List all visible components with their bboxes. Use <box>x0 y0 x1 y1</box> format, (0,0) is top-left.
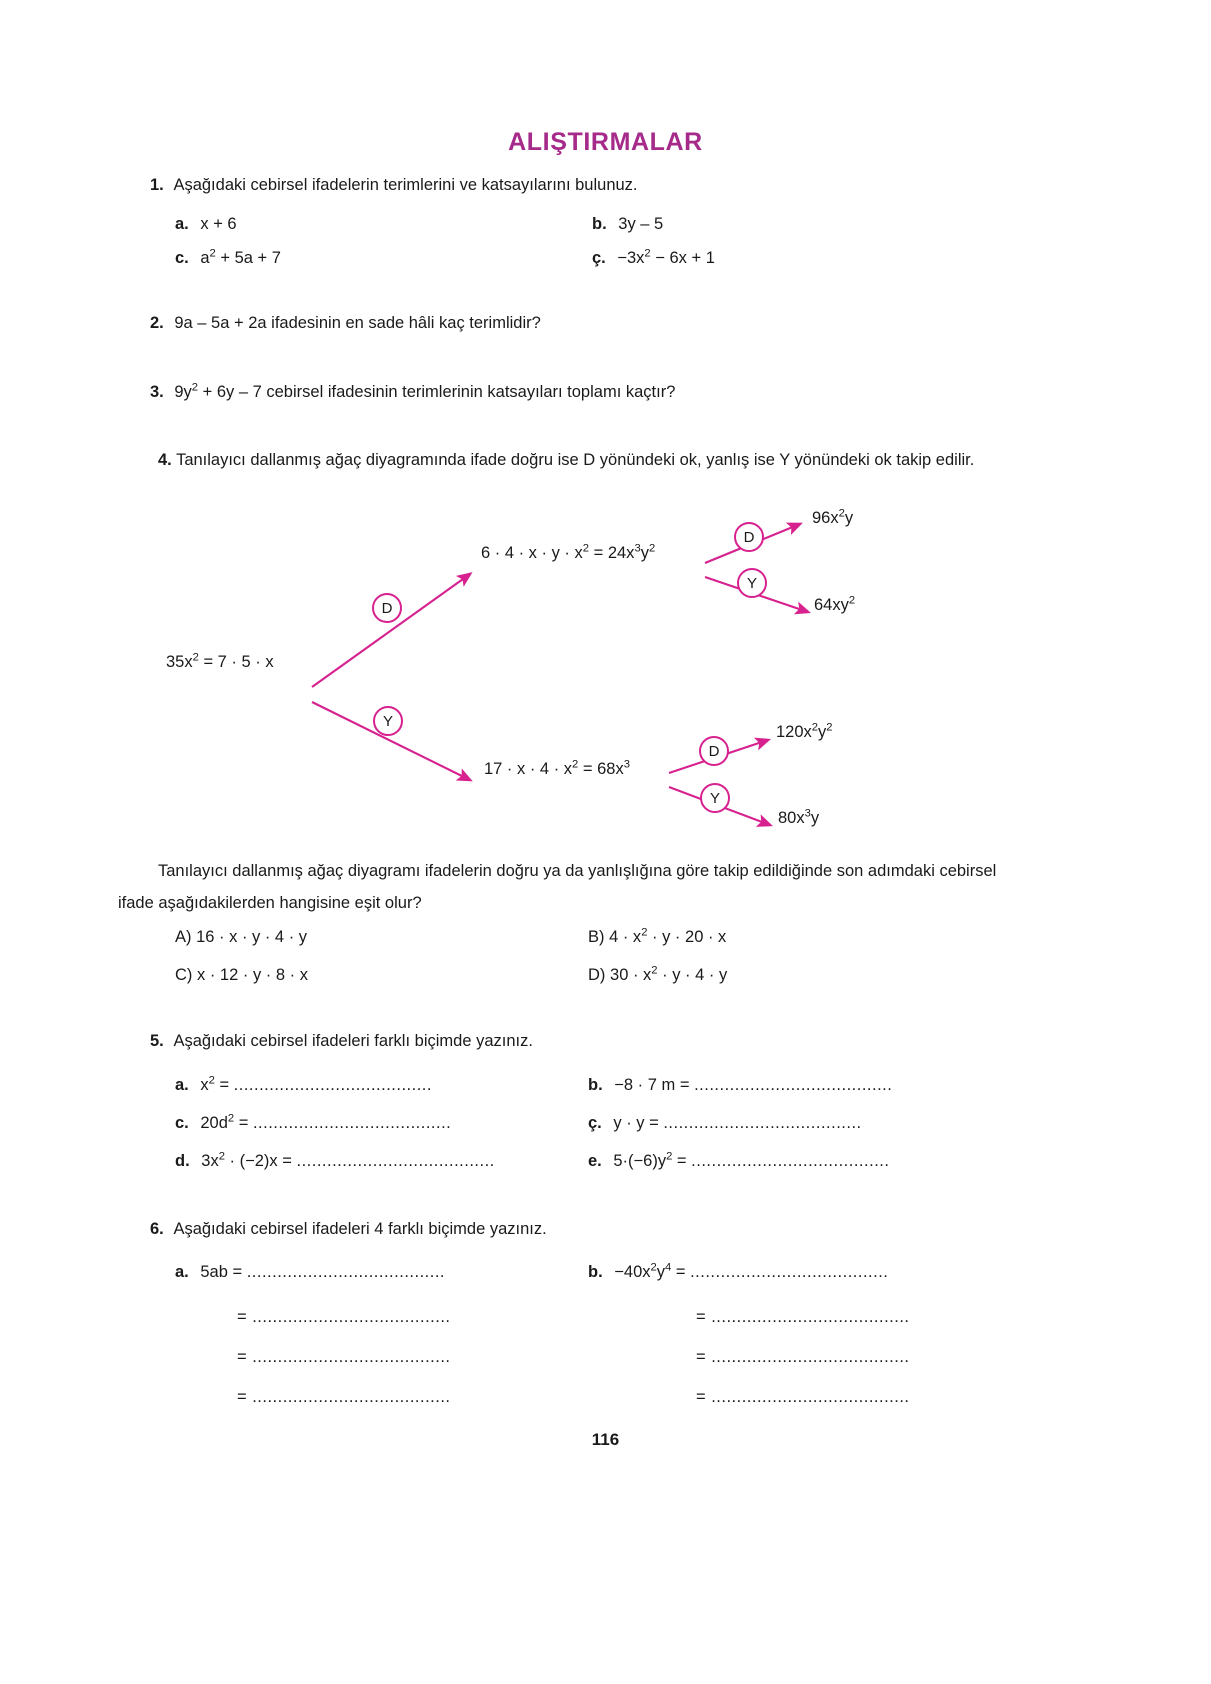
q6-item-a-label: a. <box>175 1263 189 1281</box>
q5-item-a-label: a. <box>175 1076 189 1094</box>
q4-option-d-expression: $30 \cdot x^2 \cdot y \cdot 4 \cdot y$ <box>610 964 728 984</box>
q6-b-blank-2: = ....................................... <box>696 1308 910 1326</box>
tree-level1-d-label: $6 \cdot 4 \cdot x \cdot y \cdot x^2 = 24x^3y^2$ <box>481 542 656 562</box>
q4-option-b-expression: $4 \cdot x^2 \cdot y \cdot 20 \cdot x$ <box>609 926 727 946</box>
question-2 <box>150 312 541 336</box>
q6-item-b-expression: $-40x^2y^4$ = <box>614 1261 691 1281</box>
q1-item-ch-label: ç. <box>592 249 606 267</box>
q1-item-c-expression: $a^2 + 5a + 7$ <box>200 247 281 267</box>
question-4-followup: Tanılayıcı dallanmış ağaç diyagramı ifadelerin doğru ya da yanlışlığına göre takip edildiğinde son adımdaki cebirsel ifade aşağıdakilerden hangisine eşit olur? <box>118 862 997 913</box>
question-6-number: 6. <box>150 1220 164 1238</box>
tree-branch-d-root: D <box>372 593 402 623</box>
q6-item-b-label: b. <box>588 1263 603 1281</box>
question-6 <box>150 1218 547 1242</box>
question-4-number: 4. <box>158 451 172 469</box>
question-2-prompt: 9a – 5a + 2a ifadesinin en sade hâli kaç terimlidir? <box>174 314 541 332</box>
q1-item-c <box>175 249 281 268</box>
q5-item-b <box>588 1076 892 1095</box>
q6-a-blank-2: = ....................................... <box>237 1308 451 1326</box>
q5-item-e-label: e. <box>588 1152 602 1170</box>
q5-item-a <box>175 1076 432 1095</box>
q4-option-c-expression: x · 12 · y · 8 · x <box>197 966 308 984</box>
q6-item-a-line-3[interactable] <box>237 1348 451 1367</box>
q5-item-d-label: d. <box>175 1152 190 1170</box>
tree-diagram <box>140 495 1080 855</box>
question-1 <box>150 174 638 198</box>
q5-item-ch-blank[interactable]: ....................................... <box>663 1114 862 1132</box>
tree-leaf-3: $120x^2y^2$ <box>776 721 833 741</box>
q5-item-a-blank[interactable]: ....................................... <box>233 1076 432 1094</box>
q5-item-d-expression: $3x^2 \cdot (-2)x$ = <box>201 1150 297 1170</box>
tree-branch-y-lower: Y <box>700 783 730 813</box>
q6-item-b <box>588 1263 888 1282</box>
question-2-number: 2. <box>150 314 164 332</box>
q5-item-d <box>175 1152 495 1171</box>
q5-item-e <box>588 1152 889 1171</box>
q6-a-blank-4: = ....................................... <box>237 1388 451 1406</box>
q5-item-b-expression: −8 · 7 m = <box>614 1076 695 1094</box>
q4-option-b-label: B) <box>588 928 605 946</box>
q6-item-b-line-2[interactable] <box>696 1308 910 1327</box>
tree-leaf-1: $96x^2y$ <box>812 507 854 527</box>
q4-option-d[interactable] <box>588 966 727 985</box>
q4-option-a-expression: 16 · x · y · 4 · y <box>196 928 308 946</box>
q6-item-b-blank[interactable]: ....................................... <box>690 1263 889 1281</box>
q5-item-a-expression: $x^2$ = <box>200 1074 234 1094</box>
question-3 <box>150 381 675 405</box>
q6-item-b-line-4[interactable] <box>696 1388 910 1407</box>
q5-item-ch <box>588 1114 862 1133</box>
q1-item-c-cedilla <box>592 249 715 268</box>
question-6-prompt: Aşağıdaki cebirsel ifadeleri 4 farklı biçimde yazınız. <box>173 1220 547 1238</box>
tree-root-label: $35x^2 = 7 \cdot 5 \cdot x$ <box>166 651 274 671</box>
q5-item-e-blank[interactable]: ....................................... <box>691 1152 890 1170</box>
q5-item-b-blank[interactable]: ....................................... <box>694 1076 893 1094</box>
q6-b-blank-4: = ....................................... <box>696 1388 910 1406</box>
q5-item-c <box>175 1114 451 1133</box>
question-5-prompt: Aşağıdaki cebirsel ifadeleri farklı biçimde yazınız. <box>173 1032 533 1050</box>
q1-item-a-expression: x + 6 <box>200 215 237 233</box>
question-5-number: 5. <box>150 1032 164 1050</box>
q4-option-a[interactable] <box>175 928 307 947</box>
question-1-number: 1. <box>150 176 164 194</box>
q5-item-e-expression: $5\cdot(-6)y^2$ = <box>613 1150 692 1170</box>
tree-branch-y-root: Y <box>373 706 403 736</box>
q1-item-b-label: b. <box>592 215 607 233</box>
q1-item-a-label: a. <box>175 215 189 233</box>
q1-item-b <box>592 215 663 234</box>
question-3-prompt: $9y^2 + 6y - 7$ cebirsel ifadesinin terimlerinin katsayıları toplamı kaçtır? <box>174 381 676 401</box>
tree-branch-d-lower: D <box>699 736 729 766</box>
q6-item-a-line-4[interactable] <box>237 1388 451 1407</box>
page-title: ALIŞTIRMALAR <box>508 128 703 156</box>
q5-item-ch-label: ç. <box>588 1114 602 1132</box>
q1-item-ch-expression: $-3x^2 - 6x + 1$ <box>617 247 715 267</box>
question-5 <box>150 1030 533 1054</box>
q6-b-blank-3: = ....................................... <box>696 1348 910 1366</box>
q1-item-c-label: c. <box>175 249 189 267</box>
question-4 <box>118 444 1026 476</box>
question-3-number: 3. <box>150 383 164 401</box>
q5-item-c-label: c. <box>175 1114 189 1132</box>
page-number: 116 <box>591 1430 620 1449</box>
q5-item-c-blank[interactable]: ....................................... <box>252 1114 452 1132</box>
tree-branch-y-upper: Y <box>737 568 767 598</box>
q6-item-a-blank[interactable]: ....................................... <box>246 1263 445 1281</box>
tree-leaf-4: $80x^3y$ <box>778 807 820 827</box>
tree-branch-d-upper: D <box>734 522 764 552</box>
q4-option-a-label: A) <box>175 928 192 946</box>
q5-item-b-label: b. <box>588 1076 603 1094</box>
tree-level1-y-label: $17 \cdot x \cdot 4 \cdot x^2 = 68x^3$ <box>484 758 630 778</box>
q6-item-a-expression: 5ab = <box>200 1263 247 1281</box>
q6-a-blank-3: = ....................................... <box>237 1348 451 1366</box>
q4-option-d-label: D) <box>588 966 606 984</box>
tree-leaf-2: $64xy^2$ <box>814 594 856 614</box>
q6-item-a <box>175 1263 445 1282</box>
q4-option-c[interactable] <box>175 966 308 985</box>
q1-item-b-expression: 3y – 5 <box>618 215 664 233</box>
q4-option-c-label: C) <box>175 966 193 984</box>
question-1-prompt: Aşağıdaki cebirsel ifadelerin terimlerini ve katsayılarını bulunuz. <box>173 176 638 194</box>
q4-option-b[interactable] <box>588 928 726 947</box>
q5-item-d-blank[interactable]: ....................................... <box>296 1152 495 1170</box>
q5-item-ch-expression: y · y = <box>613 1114 664 1132</box>
q6-item-b-line-3[interactable] <box>696 1348 910 1367</box>
q1-item-a <box>175 215 237 234</box>
q5-item-c-expression: $20d^2$ = <box>200 1112 253 1132</box>
question-4-prompt: Tanılayıcı dallanmış ağaç diyagramında ifade doğru ise D yönündeki ok, yanlış ise Y yönündeki ok takip edilir. <box>176 451 975 469</box>
q6-item-a-line-2[interactable] <box>237 1308 451 1327</box>
